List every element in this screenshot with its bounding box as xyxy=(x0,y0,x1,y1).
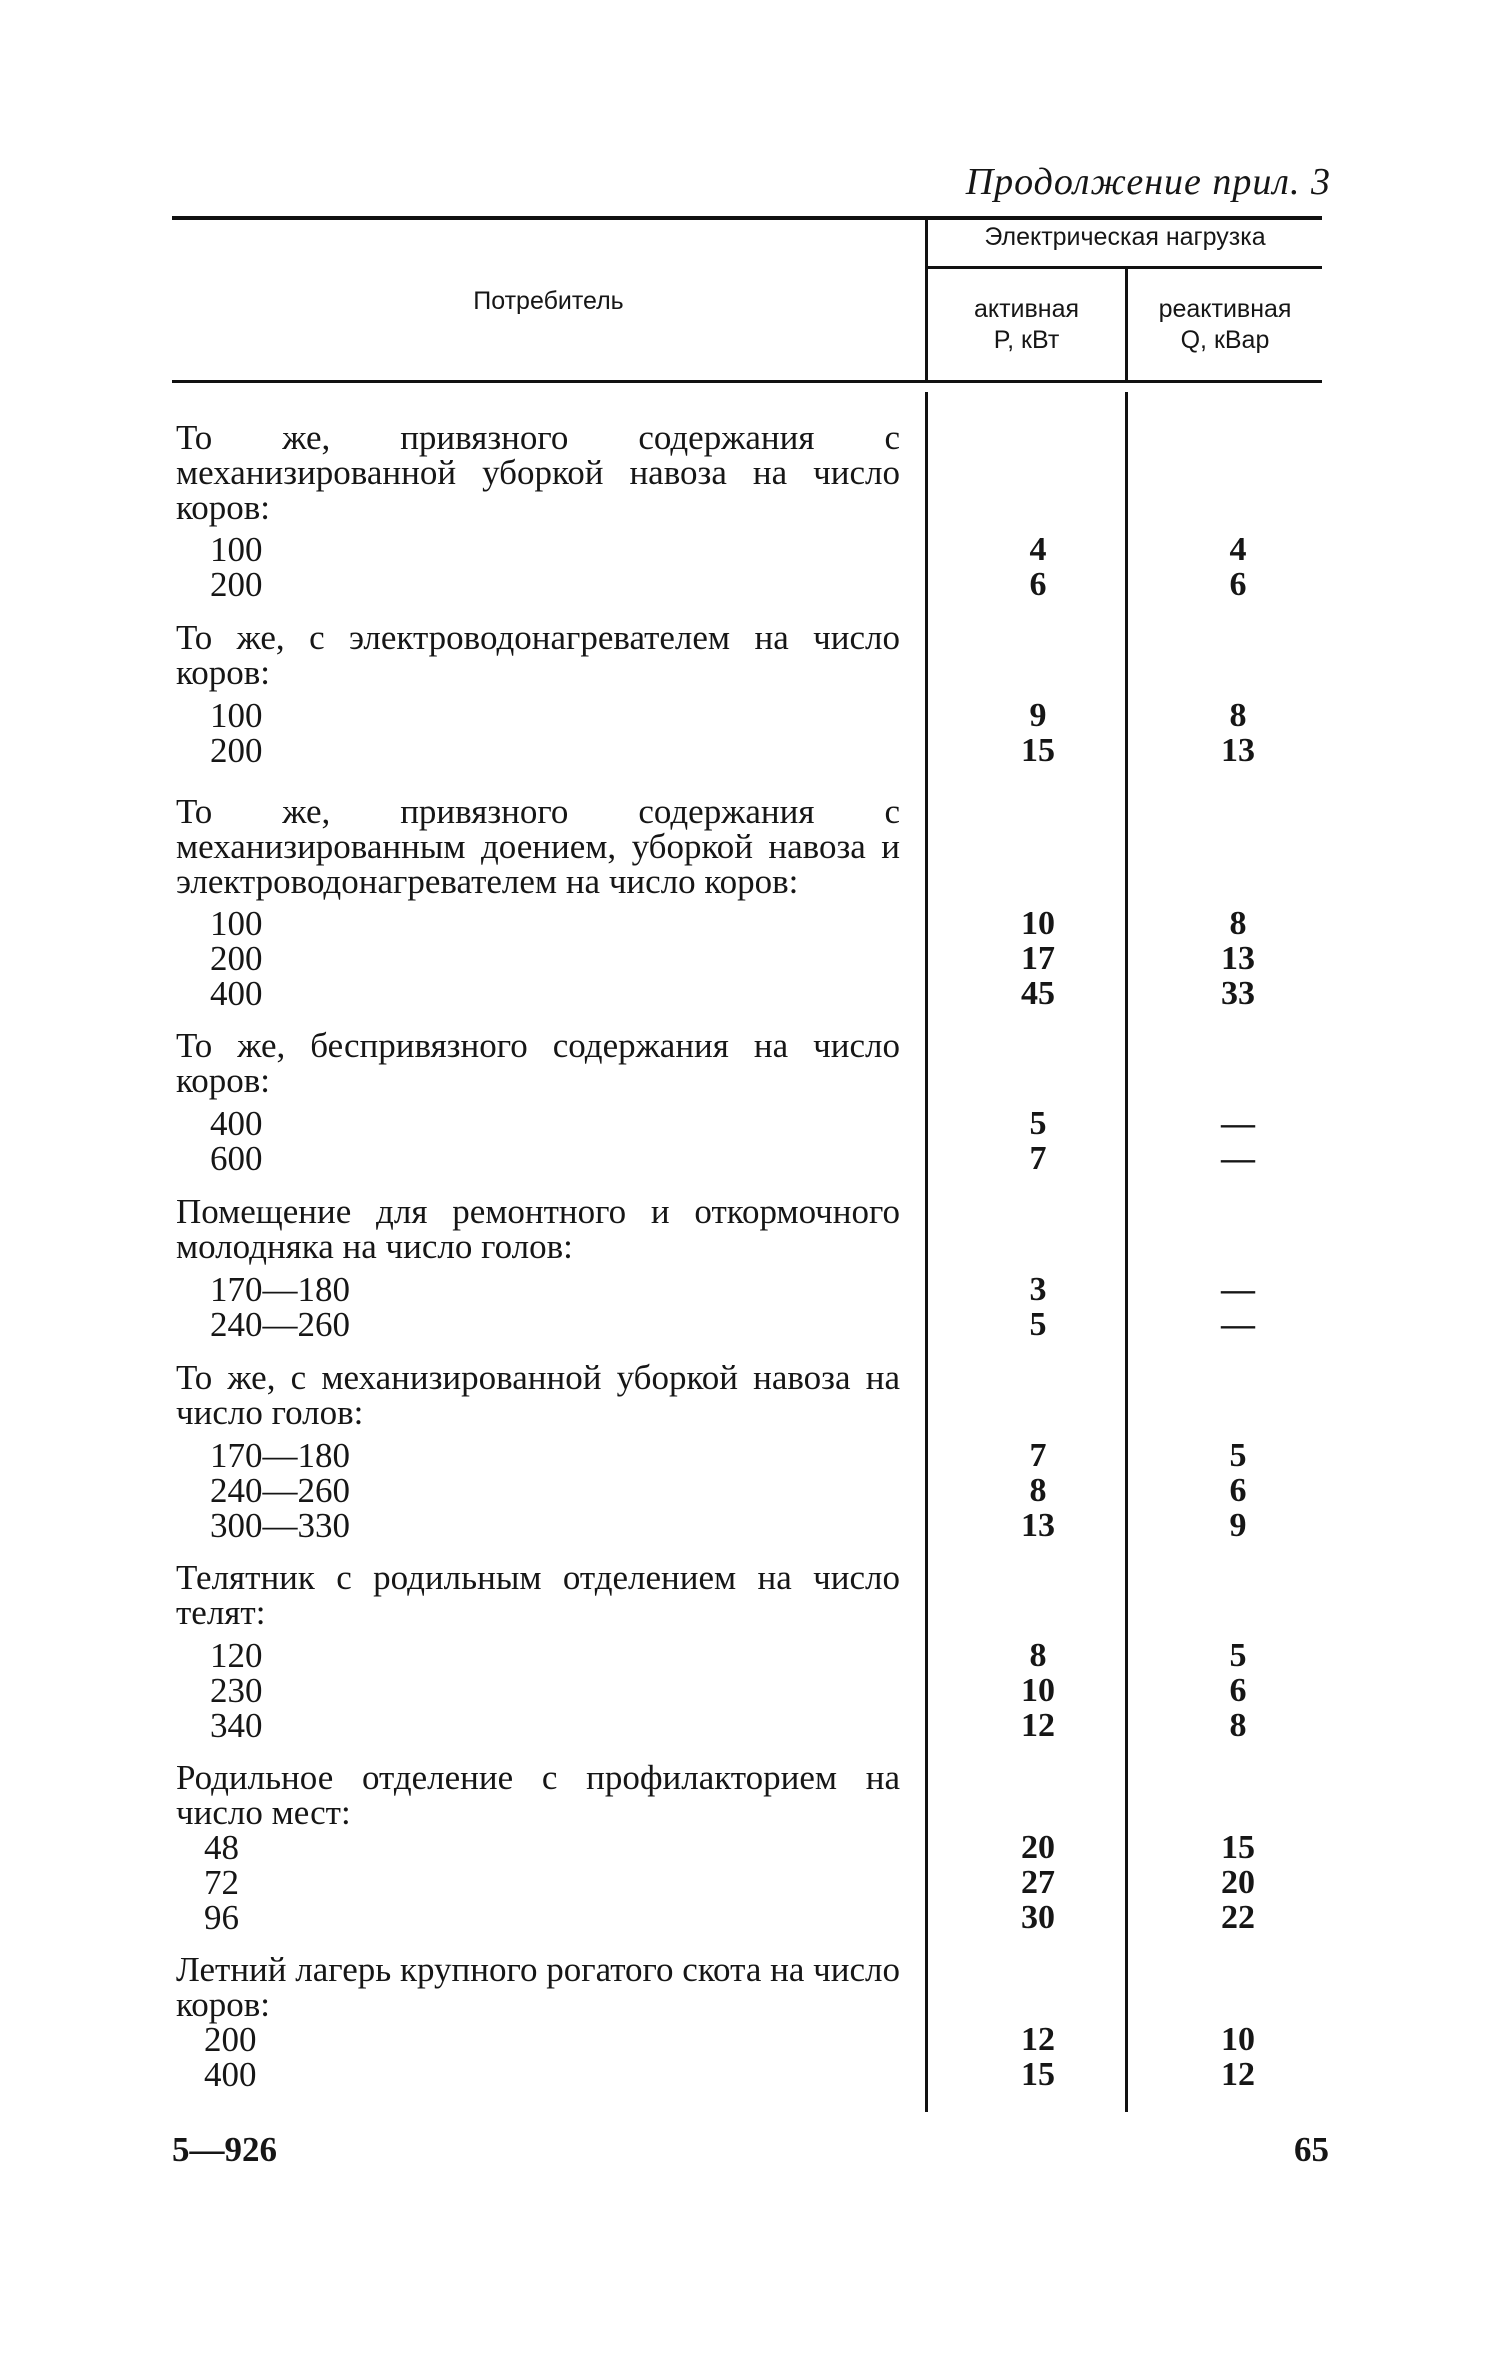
group-description: Родильное отделение с профилакторием на число мест: xyxy=(176,1758,900,1832)
row-label: 96 xyxy=(204,1898,239,1937)
table-row xyxy=(0,1865,1499,1900)
consumer-column-header: Потребитель xyxy=(473,287,624,315)
row-label: 170—180 xyxy=(210,1436,350,1475)
active-power-value: 5 xyxy=(1029,1306,1047,1343)
reactive-power-value: 9 xyxy=(1229,1507,1247,1544)
active-power-value: 13 xyxy=(1021,1507,1055,1544)
active-power-value: 4 xyxy=(1029,531,1047,568)
row-label: 400 xyxy=(204,2055,257,2094)
reactive-power-value: 22 xyxy=(1221,1899,1255,1936)
table-row xyxy=(0,1508,1499,1543)
table-row xyxy=(0,2022,1499,2057)
active-power-value: 6 xyxy=(1029,566,1047,603)
reactive-power-value: 5 xyxy=(1229,1437,1247,1474)
row-label: 120 xyxy=(210,1636,263,1675)
active-power-value: 5 xyxy=(1029,1105,1047,1142)
continuation-heading: Продолжение прил. 3 xyxy=(965,161,1331,203)
row-label: 240—260 xyxy=(210,1471,350,1510)
active-power-value: 17 xyxy=(1021,940,1055,977)
group-description: Помещение для ремонтного и откормочного молодняка на число голов: xyxy=(176,1192,900,1266)
reactive-power-header-label: реактивная xyxy=(1158,295,1292,323)
row-label: 400 xyxy=(210,1104,263,1143)
active-power-value: 3 xyxy=(1029,1271,1047,1308)
group-description: То же, привязного содержания с механизированной уборкой навоза на число коров: xyxy=(176,418,900,527)
table-row xyxy=(0,976,1499,1011)
row-label: 200 xyxy=(204,2020,257,2059)
table-row xyxy=(0,1272,1499,1307)
active-power-value: 9 xyxy=(1029,697,1047,734)
group-description: Летний лагерь крупного рогатого скота на число коров: xyxy=(176,1950,900,2024)
reactive-power-value: 13 xyxy=(1221,940,1255,977)
electric-load-header: Электрическая нагрузка xyxy=(984,223,1266,251)
active-power-header xyxy=(928,294,1125,356)
row-label: 230 xyxy=(210,1671,263,1710)
table-row xyxy=(0,906,1499,941)
row-label: 200 xyxy=(210,731,263,770)
table-row xyxy=(0,1830,1499,1865)
reactive-power-value: — xyxy=(1221,1306,1255,1343)
printer-signature: 5—926 xyxy=(172,2130,277,2169)
table-row xyxy=(0,1307,1499,1342)
row-label: 300—330 xyxy=(210,1506,350,1545)
reactive-power-header xyxy=(1128,294,1322,356)
table-row xyxy=(0,532,1499,567)
active-power-value: 10 xyxy=(1021,905,1055,942)
active-power-value: 7 xyxy=(1029,1437,1047,1474)
row-label: 72 xyxy=(204,1863,239,1902)
reactive-power-header-unit: Q, кВар xyxy=(1180,326,1270,354)
table-row xyxy=(0,1673,1499,1708)
active-power-value: 15 xyxy=(1021,732,1055,769)
group-description: То же, беспривязного содержания на число коров: xyxy=(176,1026,900,1100)
row-label: 48 xyxy=(204,1828,239,1867)
table-row xyxy=(0,1900,1499,1935)
active-power-value: 45 xyxy=(1021,975,1055,1012)
reactive-power-value: 6 xyxy=(1229,566,1247,603)
active-power-value: 30 xyxy=(1021,1899,1055,1936)
reactive-power-value: 4 xyxy=(1229,531,1247,568)
page-number: 65 xyxy=(1294,2130,1329,2169)
active-power-value: 10 xyxy=(1021,1672,1055,1709)
table-row xyxy=(0,567,1499,602)
reactive-power-value: 8 xyxy=(1229,1707,1247,1744)
row-label: 170—180 xyxy=(210,1270,350,1309)
active-power-header-unit: P, кВт xyxy=(993,326,1060,354)
group-description: То же, с механизированной уборкой навоза на число голов: xyxy=(176,1358,900,1432)
reactive-power-value: 8 xyxy=(1229,905,1247,942)
active-power-value: 8 xyxy=(1029,1637,1047,1674)
reactive-power-value: 15 xyxy=(1221,1829,1255,1866)
reactive-power-value: 6 xyxy=(1229,1472,1247,1509)
reactive-power-value: — xyxy=(1221,1105,1255,1142)
reactive-power-value: 20 xyxy=(1221,1864,1255,1901)
reactive-power-value: — xyxy=(1221,1140,1255,1177)
table-row xyxy=(0,1473,1499,1508)
reactive-power-value: 8 xyxy=(1229,697,1247,734)
row-label: 400 xyxy=(210,974,263,1013)
table-row xyxy=(0,941,1499,976)
row-label: 100 xyxy=(210,696,263,735)
row-label: 100 xyxy=(210,904,263,943)
active-power-value: 8 xyxy=(1029,1472,1047,1509)
table-row xyxy=(0,1106,1499,1141)
table-top-rule xyxy=(172,216,1322,220)
table-row xyxy=(0,1438,1499,1473)
table-row xyxy=(0,2057,1499,2092)
group-description: Телятник с родильным отделением на число телят: xyxy=(176,1558,900,1632)
reactive-power-value: 6 xyxy=(1229,1672,1247,1709)
active-power-header-label: активная xyxy=(973,295,1080,323)
row-label: 200 xyxy=(210,939,263,978)
reactive-power-value: 33 xyxy=(1221,975,1255,1012)
active-power-value: 12 xyxy=(1021,2021,1055,2058)
reactive-power-value: 5 xyxy=(1229,1637,1247,1674)
table-row xyxy=(0,1708,1499,1743)
group-description: То же, с электроводонагревателем на число коров: xyxy=(176,618,900,692)
table-row xyxy=(0,1141,1499,1176)
reactive-power-value: 12 xyxy=(1221,2056,1255,2093)
table-row xyxy=(0,698,1499,733)
active-power-value: 20 xyxy=(1021,1829,1055,1866)
table-row xyxy=(0,733,1499,768)
reactive-power-value: 10 xyxy=(1221,2021,1255,2058)
row-label: 200 xyxy=(210,565,263,604)
active-power-value: 27 xyxy=(1021,1864,1055,1901)
row-label: 340 xyxy=(210,1706,263,1745)
active-power-value: 12 xyxy=(1021,1707,1055,1744)
row-label: 600 xyxy=(210,1139,263,1178)
active-power-value: 7 xyxy=(1029,1140,1047,1177)
header-bottom-rule xyxy=(172,380,1322,383)
row-label: 240—260 xyxy=(210,1305,350,1344)
row-label: 100 xyxy=(210,530,263,569)
reactive-power-value: — xyxy=(1221,1271,1255,1308)
reactive-power-value: 13 xyxy=(1221,732,1255,769)
group-description: То же, привязного содержания с механизированным доением, уборкой навоза и электроводонагревателем на число коров: xyxy=(176,792,900,901)
table-row xyxy=(0,1638,1499,1673)
active-power-value: 15 xyxy=(1021,2056,1055,2093)
